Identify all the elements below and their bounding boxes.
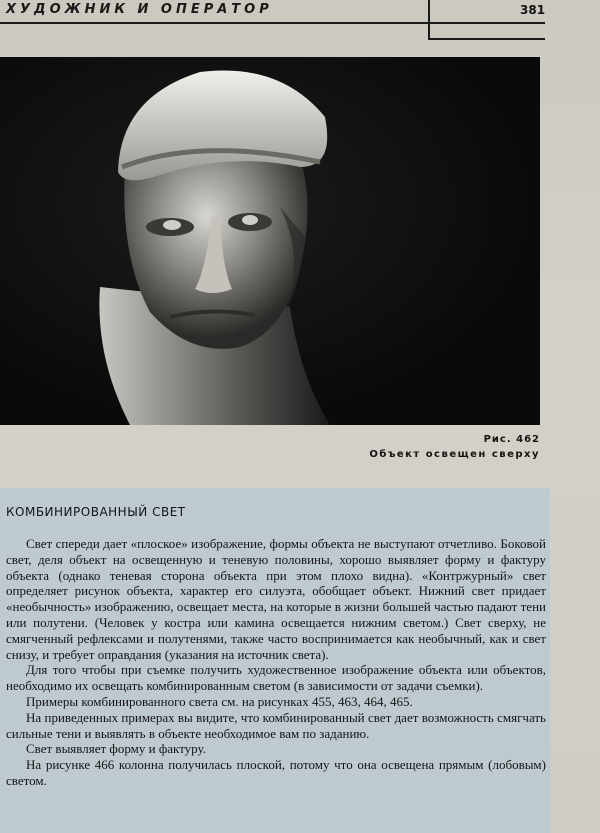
sculpture-photo [0, 57, 540, 425]
section-heading: КОМБИНИРОВАННЫЙ СВЕТ [6, 505, 186, 519]
running-header [0, 0, 545, 24]
page-number: 381 [520, 3, 546, 17]
paragraph: Свет спереди дает «плоское» изображение, формы объекта не выступают отчетливо. Боковой свет, деля объект на освещенную и теневую половины, хорошо выявляет форму и фактуру объекта (однако теневая сторона объекта при этом плохо видна). «Контржурный» свет определяет рисунок объекта, характер его силуэта, обобщает объект. Нижний свет придает «необычность» изображению, освещает места, на которые в жизни большей частью падают тени или полутени. (Человек у костра или камина освещается нижним светом.) Свет сверху, не смягченный рефлексами и полутенями, также часто воспринимается как необычный, как и свет снизу, и требует оправдания (указания на источник света). [6, 536, 546, 662]
paragraph: Примеры комбинированного света см. на рисунках 455, 463, 464, 465. [26, 693, 413, 709]
header-divider [428, 0, 430, 40]
sculpture-head-image [0, 57, 540, 425]
paragraph: На рисунке 466 колонна получилась плоской, потому что она освещена прямым (лобовым) светом. [6, 757, 546, 788]
running-title: ХУДОЖНИК И ОПЕРАТОР [6, 2, 273, 17]
figure-description: Объект освещен сверху [369, 449, 540, 460]
section-body [6, 536, 546, 789]
paragraph: Для того чтобы при съемке получить художественное изображение объекта или объектов, необходимо их освещать комбинированным светом (в зависимости от задачи съемки). [6, 662, 546, 694]
header-divider-horizontal [428, 38, 545, 40]
paragraph: На приведенных примерах вы видите, что комбинированный свет дает возможность смягчать сильные тени и выявлять в объекте необходимое вам по заданию. [6, 709, 546, 741]
paragraph: Свет выявляет форму и фактуру. [26, 741, 206, 757]
figure-number: Рис. 462 [483, 434, 540, 445]
figure-caption [369, 432, 540, 462]
